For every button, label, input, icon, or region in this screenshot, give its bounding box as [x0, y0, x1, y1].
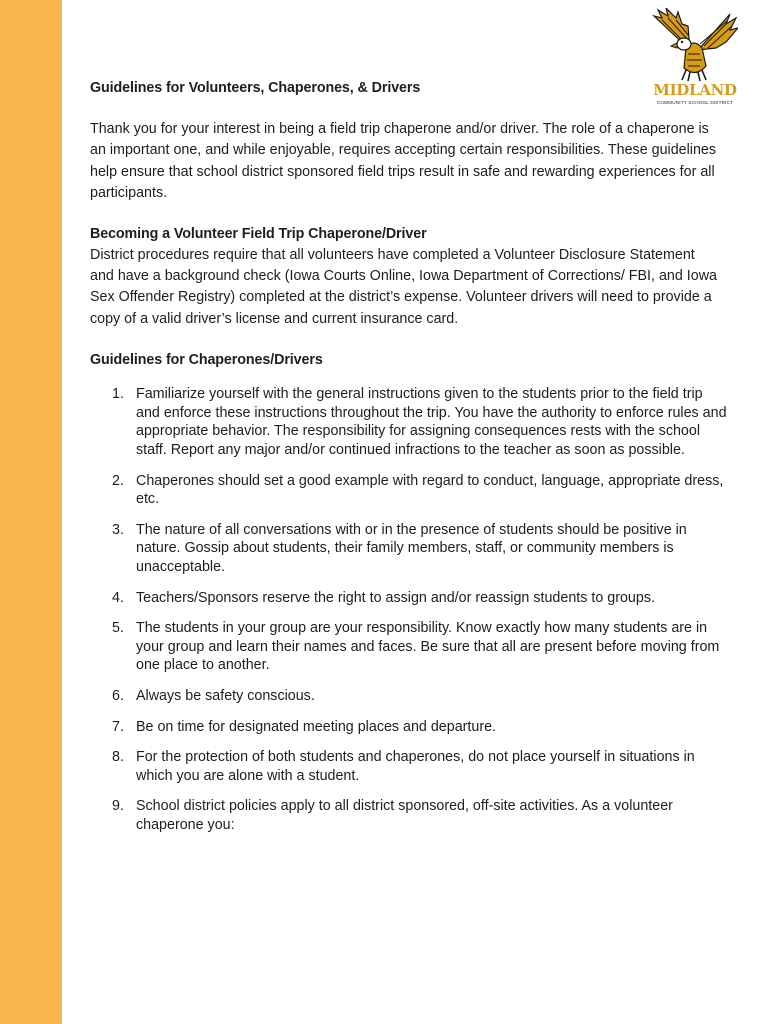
section-paragraph-procedures: District procedures require that all volunteers have completed a Volunteer Disclosure Statement and have a background check (Iowa Courts Online, Iowa Department of Corrections/ FBI, and Iowa Sex Offender Registry) completed at the district’s expense. Volunteer drivers will need to provide a copy of a valid driver’s license and current insurance card. [90, 246, 718, 327]
list-item-text: For the protection of both students and chaperones, do not place yourself in situations in which you are alone with a student. [136, 749, 695, 784]
document-body [90, 78, 730, 847]
list-item-text: Familiarize yourself with the general instructions given to the students prior to the field trip and enforce these instructions throughout the trip. You have the authority to enforce rules and appropriate behavior. The responsibility for assigning consequences rests with the school staff. Report any major and/or continued infractions to the teacher as soon as possible. [136, 386, 727, 459]
list-item-text: Be on time for designated meeting places and departure. [136, 718, 497, 735]
list-item-number: 2. [112, 472, 124, 489]
list-item-number: 8. [112, 749, 124, 766]
list-item-text: School district policies apply to all district sponsored, off-site activities. As a volunteer chaperone you: [136, 798, 673, 833]
list-item-text: Teachers/Sponsors reserve the right to assign and/or reassign students to groups. [136, 589, 655, 606]
list-item [90, 619, 730, 675]
list-item-number: 4. [112, 589, 124, 606]
list-item [90, 385, 730, 459]
list-item [90, 797, 730, 834]
decorative-sidebar [0, 0, 62, 1024]
list-item [90, 521, 730, 577]
list-item-text: Always be safety conscious. [136, 687, 315, 704]
intro-paragraph: Thank you for your interest in being a field trip chaperone and/or driver. The role of a chaperone is an important one, and while enjoyable, requires accepting certain responsibilities. These guidelines help ensure that school district sponsored field trips result in safe and rewarding experiences for all participants. [90, 121, 716, 202]
list-item-number: 6. [112, 687, 124, 704]
list-item [90, 472, 730, 509]
list-item [90, 718, 730, 737]
list-item-number: 5. [112, 620, 124, 637]
section-heading-becoming-volunteer: Becoming a Volunteer Field Trip Chaperone/Driver [90, 225, 427, 242]
logo-name: MIDLAND [653, 81, 737, 99]
list-item-text: The nature of all conversations with or in the presence of students should be positive in nature. Gossip about students, their family members, staff, or community members is unacceptable. [136, 521, 687, 575]
list-item-text: The students in your group are your responsibility. Know exactly how many students are in your group and learn their names and faces. Be sure that all are present before moving from one place to another. [136, 620, 720, 674]
list-item-text: Chaperones should set a good example with regard to conduct, language, appropriate dress, etc. [136, 472, 724, 508]
list-item-number: 9. [112, 798, 124, 815]
document-title: Guidelines for Volunteers, Chaperones, & Drivers [90, 80, 421, 96]
logo-subtitle: COMMUNITY SCHOOL DISTRICT [656, 100, 734, 105]
list-item-number: 1. [112, 386, 124, 403]
eagle-icon [650, 8, 738, 82]
list-item [90, 589, 730, 608]
list-item-number: 3. [112, 521, 124, 538]
list-item [90, 687, 730, 706]
list-item [90, 748, 730, 785]
section-heading-guidelines: Guidelines for Chaperones/Drivers [90, 352, 323, 369]
list-item-number: 7. [112, 718, 124, 735]
guidelines-list [90, 385, 730, 834]
